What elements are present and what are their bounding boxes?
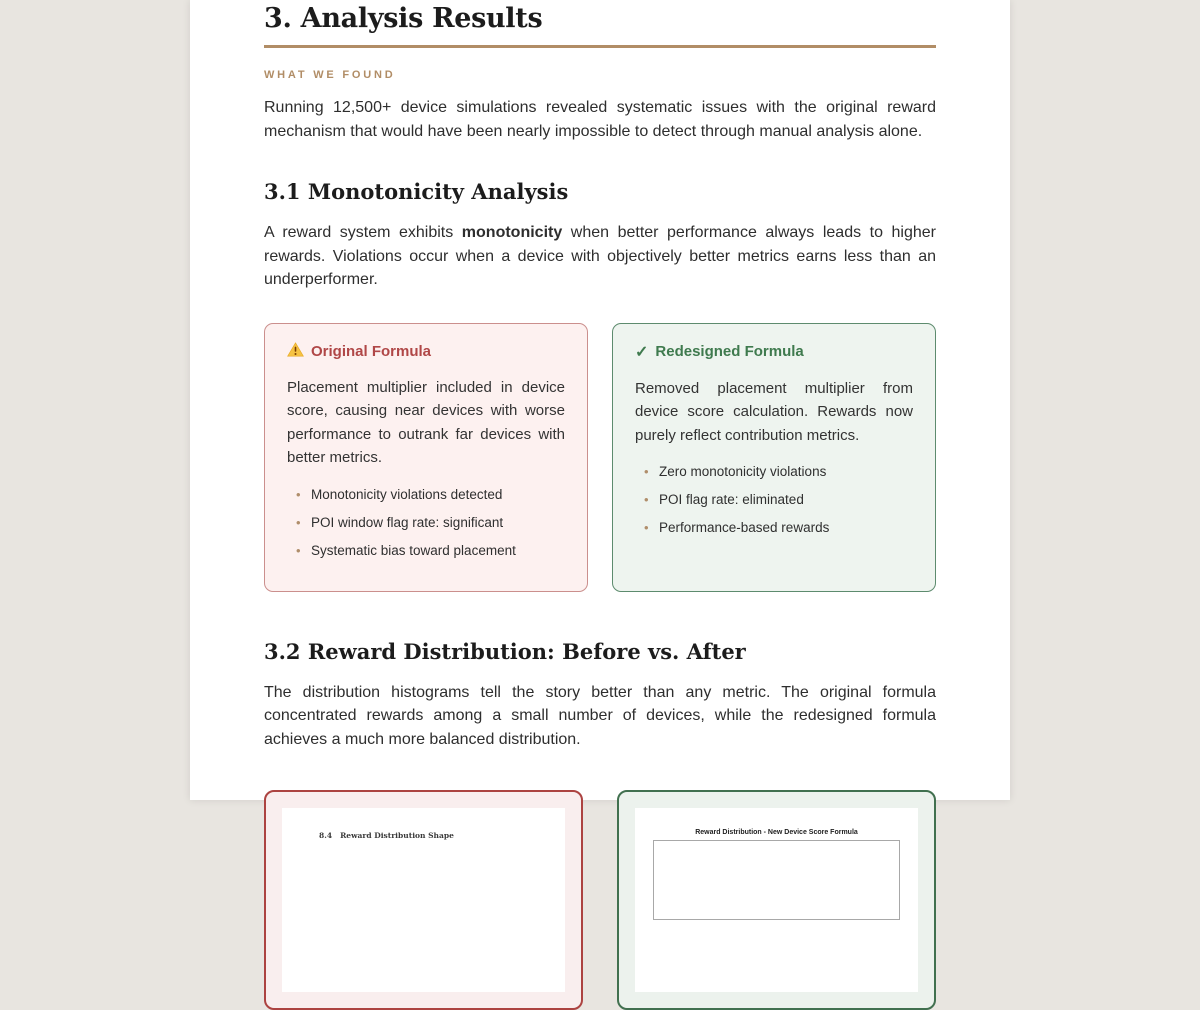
figure-caption-text: Reward Distribution Shape bbox=[340, 831, 454, 840]
formula-comparison-cards bbox=[264, 323, 936, 592]
redesigned-formula-title-text: Redesigned Formula bbox=[655, 343, 804, 360]
original-formula-card-title bbox=[287, 342, 565, 361]
after-distribution-figure[interactable] bbox=[617, 790, 936, 1010]
list-item: • Systematic bias toward placement bbox=[296, 543, 565, 558]
monotonicity-paragraph bbox=[264, 221, 936, 292]
original-formula-card bbox=[264, 323, 588, 592]
mini-chart-plot-area bbox=[653, 840, 900, 920]
redesigned-formula-findings-list bbox=[635, 464, 913, 535]
monotonicity-text-prefix: A reward system exhibits bbox=[264, 224, 462, 241]
original-formula-description: Placement multiplier included in device score, causing near devices with worse performance to outrank far devices with better metrics. bbox=[287, 378, 565, 466]
after-distribution-image bbox=[635, 808, 918, 992]
list-item: • Monotonicity violations detected bbox=[296, 487, 565, 502]
distribution-paragraph: The distribution histograms tell the story better than any metric. The original formula concentrated rewards among a small number of devices, while the redesigned formula achieves a much more balanced distribution. bbox=[264, 683, 936, 748]
figure-caption bbox=[319, 831, 454, 840]
monotonicity-text-suffix: when better performance always leads to higher rewards. Violations occur when a device with objectively better metrics earns less than an underperformer. bbox=[264, 224, 936, 288]
original-formula-findings-list bbox=[287, 487, 565, 558]
section-heading-monotonicity: 3.1 Monotonicity Analysis bbox=[264, 179, 569, 204]
distribution-figure-previews bbox=[264, 790, 936, 1010]
page-title: 3. Analysis Results bbox=[264, 3, 543, 34]
redesigned-formula-card bbox=[612, 323, 936, 592]
before-distribution-image bbox=[282, 808, 565, 992]
list-item: • POI window flag rate: significant bbox=[296, 515, 565, 530]
mini-chart-title: Reward Distribution - New Device Score Formula bbox=[695, 829, 858, 836]
checkmark-icon: ✓ bbox=[635, 343, 649, 361]
list-item: • Zero monotonicity violations bbox=[644, 464, 913, 479]
original-formula-title-text: Original Formula bbox=[311, 342, 432, 360]
redesigned-formula-description: Removed placement multiplier from device score calculation. Rewards now purely reflect contribution metrics. bbox=[635, 379, 913, 444]
intro-paragraph: Running 12,500+ device simulations revealed systematic issues with the original reward mechanism that would have been nearly impossible to detect through manual analysis alone. bbox=[264, 99, 936, 140]
report-page bbox=[190, 0, 1010, 840]
before-distribution-figure[interactable] bbox=[264, 790, 583, 1010]
figure-caption-number: 8.4 bbox=[319, 831, 333, 840]
monotonicity-term: monotonicity bbox=[461, 224, 563, 241]
list-item: • POI flag rate: eliminated bbox=[644, 492, 913, 507]
section-heading-distribution: 3.2 Reward Distribution: Before vs. After bbox=[264, 638, 746, 664]
redesigned-formula-card-title bbox=[635, 342, 913, 362]
warning-triangle-icon bbox=[287, 342, 304, 361]
title-divider bbox=[264, 45, 936, 48]
kicker-label: WHAT WE FOUND bbox=[264, 69, 396, 81]
list-item: • Performance-based rewards bbox=[644, 520, 913, 535]
